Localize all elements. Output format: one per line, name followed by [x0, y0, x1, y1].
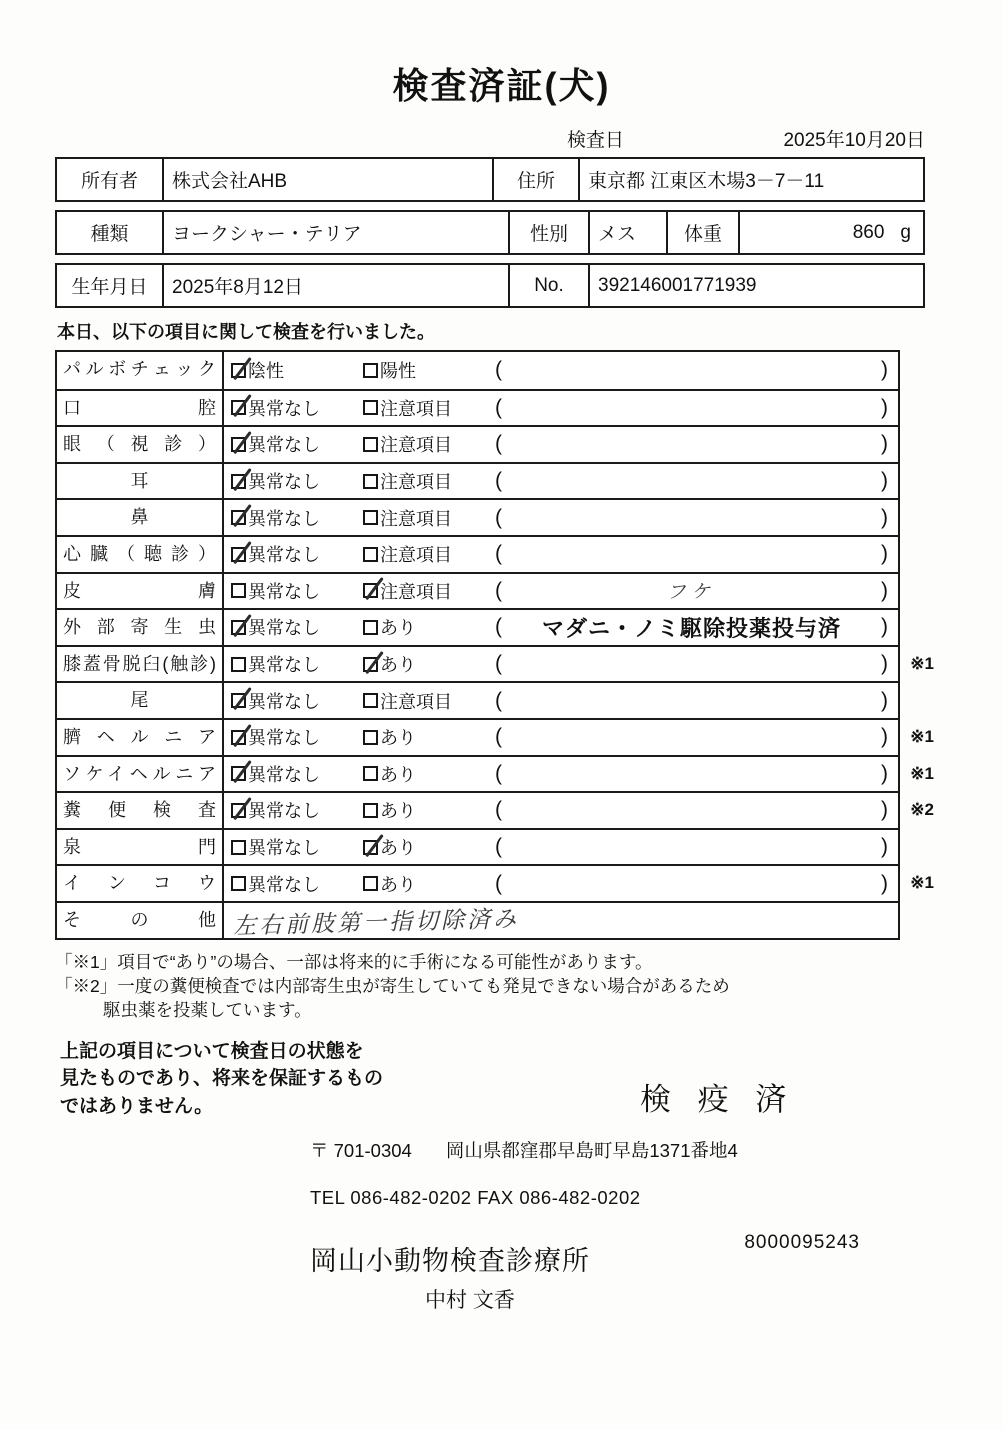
option: [231, 614, 363, 640]
option-label: 異常なし: [248, 655, 320, 676]
footnote-1: 「※1」項目で“あり”の場合、一部は将来的に手術になる可能性があります。: [55, 951, 653, 972]
option: [231, 688, 363, 714]
checklist-row: [57, 352, 898, 389]
checklist-row: [57, 462, 898, 499]
row-label: 眼（視診）: [57, 427, 224, 462]
open-paren: (: [495, 871, 502, 895]
weight-value: 860: [852, 221, 885, 243]
weight-unit: g: [900, 221, 911, 243]
option: [363, 797, 495, 823]
option: [363, 614, 495, 640]
option-label: あり: [380, 801, 416, 822]
close-paren: ): [881, 615, 888, 639]
checkbox-icon: [231, 876, 246, 891]
ref-note: ※2: [910, 800, 934, 820]
option-label: 異常なし: [248, 472, 320, 493]
ref-note: ※1: [910, 763, 934, 783]
breed-label: 種類: [57, 212, 164, 253]
checklist-row: [57, 828, 898, 865]
close-paren: ): [881, 798, 888, 822]
open-paren: (: [495, 505, 502, 529]
checkbox-icon: [363, 620, 378, 635]
close-paren: ): [881, 871, 888, 895]
option-label: 異常なし: [248, 874, 320, 895]
paren-field: [495, 872, 898, 896]
checkbox-checked-icon: [231, 437, 246, 452]
checklist-row: [57, 535, 898, 572]
checkbox-icon: [363, 766, 378, 781]
option-label: あり: [380, 838, 416, 859]
option: [231, 468, 363, 494]
close-paren: ): [881, 652, 888, 676]
option: [231, 431, 363, 457]
row-label: 外部寄生虫: [57, 610, 224, 645]
weight-label: 体重: [668, 212, 740, 253]
option: [363, 468, 495, 494]
checkbox-checked-icon: [231, 547, 246, 562]
page-title: 検査済証(犬): [392, 65, 611, 106]
owner-label: 所有者: [57, 159, 164, 200]
option-label: 異常なし: [248, 581, 320, 602]
owner-table: [55, 157, 925, 202]
option-label: 注意項目: [380, 398, 452, 419]
open-paren: (: [495, 652, 502, 676]
row-label: 皮膚: [57, 574, 224, 609]
checklist-row: [57, 681, 898, 718]
option: [231, 724, 363, 750]
paren-field: [495, 542, 898, 566]
row-label: 鼻: [57, 500, 224, 535]
option: [231, 505, 363, 531]
checklist-row: [57, 718, 934, 755]
ref-note: ※1: [910, 873, 934, 893]
owner-value: 株式会社AHB: [164, 159, 494, 200]
option-label: あり: [380, 874, 416, 895]
option: [363, 395, 495, 421]
row-content: [224, 427, 898, 462]
close-paren: ): [881, 761, 888, 785]
clinic-address: 岡山県都窪郡早島町早島1371番地4: [445, 1139, 738, 1161]
checkbox-icon: [231, 657, 246, 672]
row-label: 泉門: [57, 830, 224, 865]
checklist-row: [57, 608, 898, 645]
disclaimer-row: [60, 1038, 920, 1121]
open-paren: (: [495, 578, 502, 602]
row-content: [224, 500, 898, 535]
handwritten-note: 左右前肢第一指切除済み: [232, 904, 520, 939]
row-label: その他: [57, 903, 224, 938]
paren-content: フケ: [666, 581, 717, 604]
birth-value: 2025年8月12日: [164, 265, 510, 306]
checkbox-checked-icon: [363, 840, 378, 855]
option-label: 異常なし: [248, 728, 320, 749]
option: [231, 797, 363, 823]
checkbox-checked-icon: [231, 803, 246, 818]
option: [231, 871, 363, 897]
footnote-2-cont: 駆虫薬を投薬しています。: [103, 999, 312, 1020]
statement-text: 本日、以下の項目に関して検査を行いました。: [57, 322, 435, 342]
number-value: 392146001771939: [598, 274, 757, 296]
close-paren: ): [881, 688, 888, 712]
paren-field: [495, 577, 898, 604]
paren-field: [495, 762, 898, 786]
option: [363, 357, 495, 383]
row-content: [224, 683, 898, 718]
close-paren: ): [881, 469, 888, 493]
checkbox-checked-icon: [231, 363, 246, 378]
row-content: [224, 574, 898, 609]
option-label: 注意項目: [380, 508, 452, 529]
checkbox-checked-icon: [231, 730, 246, 745]
open-paren: (: [495, 358, 502, 382]
paren-content: マダニ・ノミ駆除投薬投与済: [541, 615, 841, 641]
option: [231, 761, 363, 787]
row-content: [224, 757, 898, 792]
option-label: 陽性: [380, 361, 416, 382]
open-paren: (: [495, 395, 502, 419]
checklist-row: [57, 791, 934, 828]
row-content: [224, 647, 898, 682]
option: [363, 431, 495, 457]
checkbox-checked-icon: [231, 400, 246, 415]
clinic-postal-line: [310, 1137, 1003, 1163]
checkbox-icon: [231, 840, 246, 855]
disclaimer-text: 上記の項目について検査日の状態を 見たものであり、将来を保証するもの ではありません。: [60, 1040, 384, 1118]
close-paren: ): [881, 835, 888, 859]
option: [231, 357, 363, 383]
clinic-tel-fax: TEL 086-482-0202 FAX 086-482-0202: [310, 1186, 641, 1208]
option-label: 陰性: [248, 361, 284, 382]
address-label: 住所: [494, 159, 580, 200]
option: [363, 688, 495, 714]
checkbox-icon: [363, 437, 378, 452]
paren-field: [495, 506, 898, 530]
open-paren: (: [495, 835, 502, 859]
option-label: 注意項目: [380, 545, 452, 566]
option: [231, 651, 363, 677]
weight-value-cell: [740, 212, 923, 253]
option: [363, 834, 495, 860]
close-paren: ): [881, 542, 888, 566]
option-label: 異常なし: [248, 764, 320, 785]
checklist-row: [57, 755, 934, 792]
checklist-row: [57, 901, 898, 938]
exam-date-label: 検査日: [567, 130, 625, 151]
row-content: [224, 866, 898, 901]
option-label: あり: [380, 764, 416, 785]
birth-label: 生年月日: [57, 265, 164, 306]
close-paren: ): [881, 725, 888, 749]
checkbox-icon: [363, 547, 378, 562]
sex-label: 性別: [510, 212, 590, 253]
option: [363, 651, 495, 677]
checklist-row: [57, 389, 898, 426]
row-label: 臍ヘルニア: [57, 720, 224, 755]
row-content: [224, 793, 898, 828]
paren-field: [495, 689, 898, 713]
row-label: 口腔: [57, 391, 224, 426]
paren-field: [495, 432, 898, 456]
checklist-table: [55, 350, 934, 940]
clinic-block: [310, 1137, 1003, 1314]
checkbox-checked-icon: [231, 510, 246, 525]
checkbox-icon: [363, 474, 378, 489]
checkbox-checked-icon: [231, 693, 246, 708]
checklist-row: [57, 498, 898, 535]
checkbox-checked-icon: [231, 766, 246, 781]
row-label: 尾: [57, 683, 224, 718]
checkbox-checked-icon: [363, 657, 378, 672]
footnotes: [55, 950, 1003, 1022]
option: [363, 724, 495, 750]
row-label: 膝蓋骨脱臼(触診): [57, 647, 224, 682]
checkbox-icon: [363, 730, 378, 745]
option-label: 注意項目: [380, 691, 452, 712]
option-label: あり: [380, 728, 416, 749]
option: [363, 505, 495, 531]
option: [363, 871, 495, 897]
checkbox-checked-icon: [231, 620, 246, 635]
close-paren: ): [881, 578, 888, 602]
row-label: パルボチェック: [57, 352, 224, 389]
row-content: [224, 830, 898, 865]
checkbox-icon: [363, 400, 378, 415]
birth-table: [55, 263, 925, 308]
row-content: [224, 464, 898, 499]
postal-code: 〒 701-0304: [310, 1139, 412, 1161]
paren-field: [495, 725, 898, 749]
option-label: 異常なし: [248, 801, 320, 822]
checklist-row: [57, 864, 934, 901]
option-label: 異常なし: [248, 691, 320, 712]
option-label: あり: [380, 655, 416, 676]
row-content: [224, 391, 898, 426]
close-paren: ): [881, 395, 888, 419]
option-label: あり: [380, 618, 416, 639]
checkbox-icon: [363, 693, 378, 708]
option: [363, 541, 495, 567]
option: [363, 578, 495, 604]
option-label: 異常なし: [248, 508, 320, 529]
option-label: 異常なし: [248, 398, 320, 419]
checkbox-icon: [363, 363, 378, 378]
option-label: 異常なし: [248, 435, 320, 456]
breed-value: ヨークシャー・テリア: [164, 212, 510, 253]
row-label: インコウ: [57, 866, 224, 901]
checklist-row: [57, 645, 934, 682]
open-paren: (: [495, 615, 502, 639]
close-paren: ): [881, 358, 888, 382]
paren-field: [495, 469, 898, 493]
paren-field: [495, 798, 898, 822]
paren-field: [495, 612, 898, 643]
close-paren: ): [881, 505, 888, 529]
open-paren: (: [495, 798, 502, 822]
exam-date-value: 2025年10月20日: [783, 130, 925, 151]
row-content: [224, 720, 898, 755]
option-label: 異常なし: [248, 545, 320, 566]
clinic-name: 岡山小動物検査診療所: [310, 1245, 590, 1276]
row-content: [224, 352, 898, 389]
quarantine-stamp: 検 疫 済: [640, 1081, 796, 1117]
open-paren: (: [495, 432, 502, 456]
row-label: ソケイヘルニア: [57, 757, 224, 792]
option: [231, 395, 363, 421]
row-content: [224, 610, 898, 645]
option: [231, 541, 363, 567]
row-label: 心臓（聴診）: [57, 537, 224, 572]
paren-field: [495, 396, 898, 420]
paren-field: [495, 835, 898, 859]
checkbox-icon: [231, 583, 246, 598]
paren-field: [495, 358, 898, 382]
option: [363, 761, 495, 787]
option: [231, 834, 363, 860]
row-content: [224, 537, 898, 572]
footnote-2: 「※2」一度の糞便検査では内部寄生虫が寄生していても発見できない場合があるため: [55, 975, 730, 996]
address-value: 東京都 江東区木場3－7－11: [588, 171, 825, 192]
ref-note: ※1: [910, 726, 934, 746]
open-paren: (: [495, 761, 502, 785]
checkbox-checked-icon: [363, 583, 378, 598]
checklist-row: [57, 572, 898, 609]
option: [231, 578, 363, 604]
open-paren: (: [495, 725, 502, 749]
paren-field: [495, 652, 898, 676]
row-label: 耳: [57, 464, 224, 499]
checklist-row: [57, 425, 898, 462]
sex-value: メス: [590, 212, 668, 253]
checkbox-icon: [363, 510, 378, 525]
row-content: [224, 903, 898, 938]
option-label: 注意項目: [380, 581, 452, 602]
option-label: 異常なし: [248, 618, 320, 639]
option-label: 注意項目: [380, 435, 452, 456]
checkbox-icon: [363, 876, 378, 891]
open-paren: (: [495, 469, 502, 493]
serial-number: 8000095243: [744, 1232, 860, 1253]
vet-name: 中村 文香: [425, 1288, 515, 1312]
exam-date-row: [55, 125, 925, 151]
ref-note: ※1: [910, 653, 934, 673]
option-label: 異常なし: [248, 838, 320, 859]
number-label: No.: [510, 265, 590, 306]
row-label: 糞便検査: [57, 793, 224, 828]
option-label: 注意項目: [380, 472, 452, 493]
close-paren: ): [881, 432, 888, 456]
open-paren: (: [495, 688, 502, 712]
checkbox-icon: [363, 803, 378, 818]
checkbox-checked-icon: [231, 474, 246, 489]
open-paren: (: [495, 542, 502, 566]
breed-table: [55, 210, 925, 255]
